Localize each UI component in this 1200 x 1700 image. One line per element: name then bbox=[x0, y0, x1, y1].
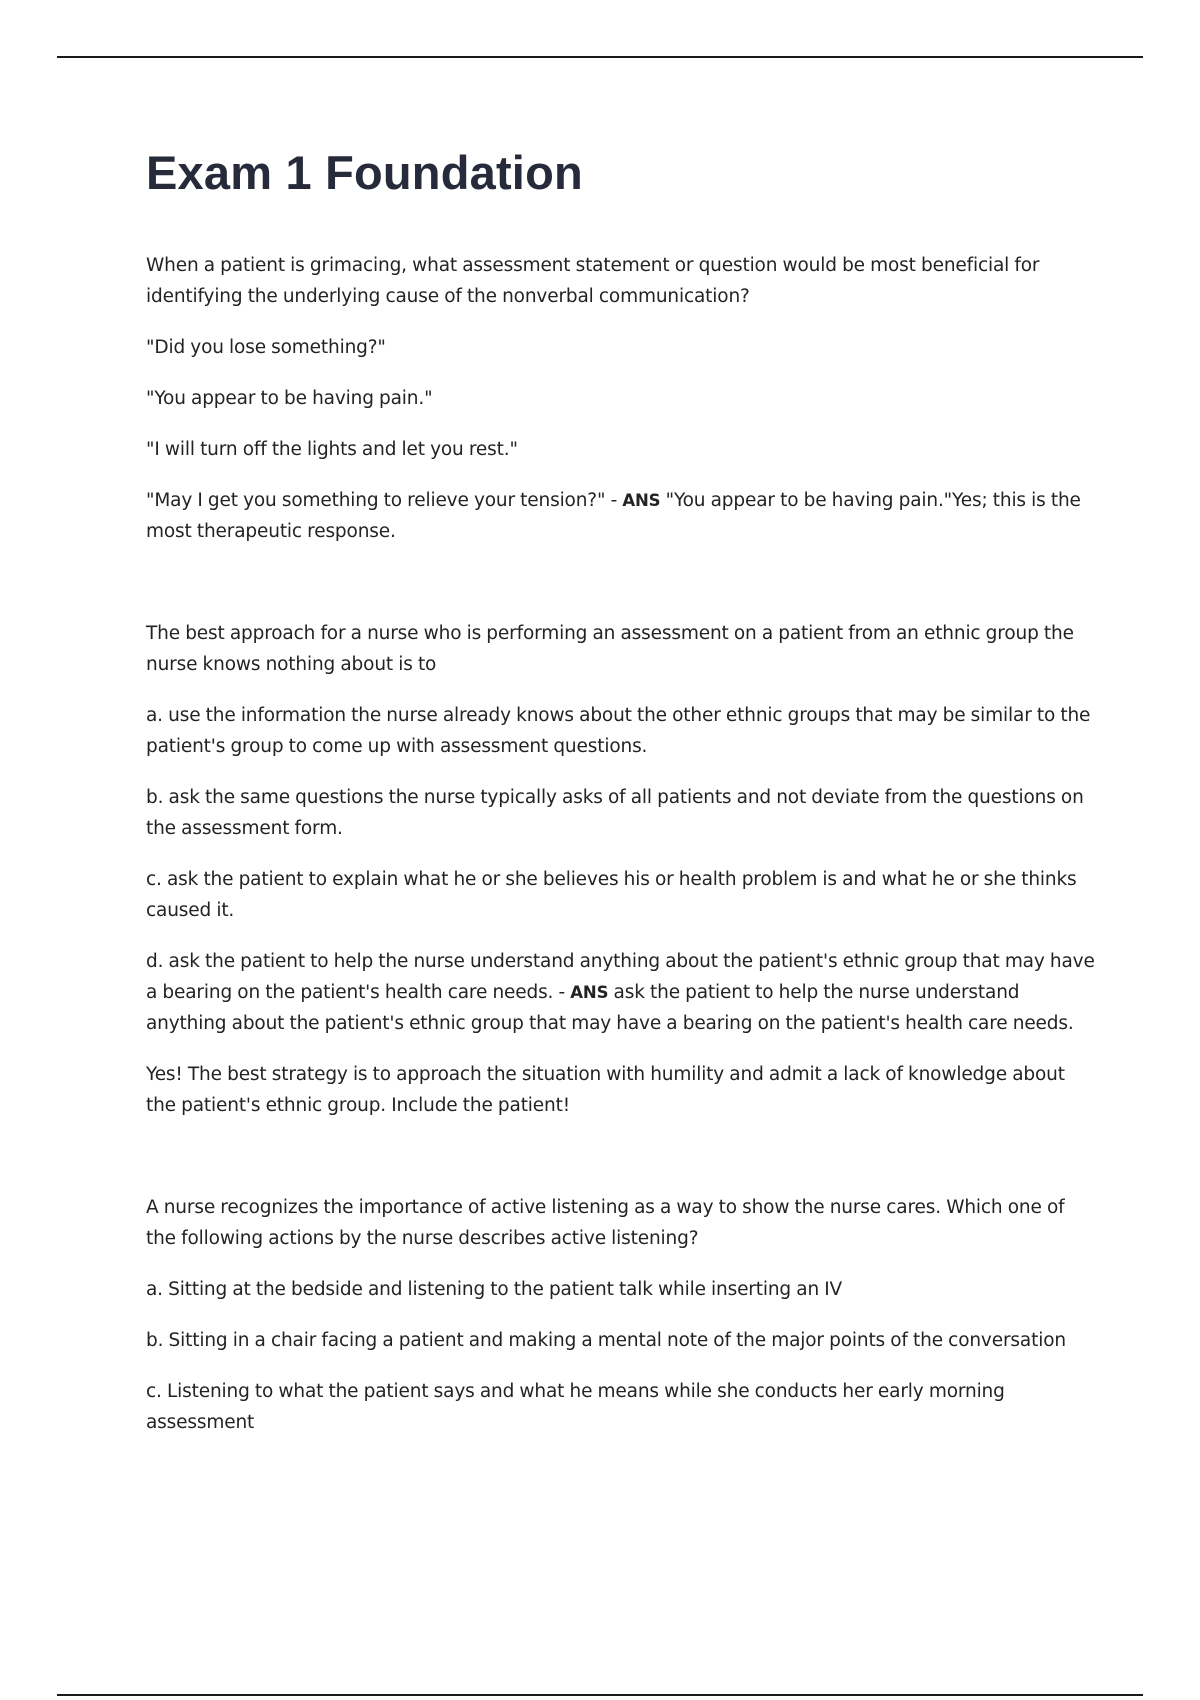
answer-option: "May I get you something to relieve your tension?" bbox=[146, 490, 606, 511]
answer-option: "Did you lose something?" bbox=[146, 337, 386, 358]
answer-option: "You appear to be having pain." bbox=[146, 388, 433, 409]
ans-label: ANS bbox=[570, 983, 609, 1002]
question-prompt: When a patient is grimacing, what assessment statement or question would be most beneficial for identifying the underlying cause of the nonverbal communication? bbox=[146, 255, 1040, 307]
footer-rule bbox=[57, 1694, 1143, 1696]
question-prompt: The best approach for a nurse who is performing an assessment on a patient from an ethnic group the nurse knows nothing about is to bbox=[146, 623, 1074, 675]
question-block bbox=[146, 250, 1096, 547]
answer-option: b. ask the same questions the nurse typically asks of all patients and not deviate from the questions on the assessment form. bbox=[146, 787, 1084, 839]
question-block bbox=[146, 618, 1096, 1121]
answer-option-with-key bbox=[146, 946, 1096, 1039]
answer-option: b. Sitting in a chair facing a patient and making a mental note of the major points of the conversation bbox=[146, 1330, 1066, 1351]
answer-option: c. ask the patient to explain what he or she believes his or health problem is and what he or she thinks caused it. bbox=[146, 869, 1077, 921]
answer-option: c. Listening to what the patient says and what he means while she conducts her early morning assessment bbox=[146, 1381, 1005, 1433]
answer-text: ask the patient to help the nurse understand anything about the patient's ethnic group that may have a bearing on the patient's health care needs. bbox=[146, 982, 1074, 1034]
answer-text: "You appear to be having pain."Yes; this is the most therapeutic response. bbox=[146, 490, 1081, 542]
question-prompt: A nurse recognizes the importance of active listening as a way to show the nurse cares. Which one of the following actions by the nurse describes active listening? bbox=[146, 1197, 1065, 1249]
answer-explanation: Yes! The best strategy is to approach the situation with humility and admit a lack of knowledge about the patient's ethnic group. Include the patient! bbox=[146, 1064, 1065, 1116]
answer-option-with-key bbox=[146, 485, 1096, 547]
answer-option: a. use the information the nurse already knows about the other ethnic groups that may be similar to the patient's group to come up with assessment questions. bbox=[146, 705, 1091, 757]
answer-option: d. ask the patient to help the nurse understand anything about the patient's ethnic group that may have a bearing on the patient's health care needs. bbox=[146, 951, 1095, 1003]
answer-option: a. Sitting at the bedside and listening to the patient talk while inserting an IV bbox=[146, 1279, 843, 1300]
header-rule bbox=[57, 56, 1143, 58]
ans-label: ANS bbox=[622, 491, 661, 510]
document-body bbox=[146, 140, 1096, 1458]
document-title: Exam 1 Foundation bbox=[146, 146, 583, 199]
ans-separator: - bbox=[553, 982, 571, 1003]
ans-separator: - bbox=[605, 490, 623, 511]
answer-option: "I will turn off the lights and let you rest." bbox=[146, 439, 518, 460]
question-block bbox=[146, 1192, 1096, 1438]
